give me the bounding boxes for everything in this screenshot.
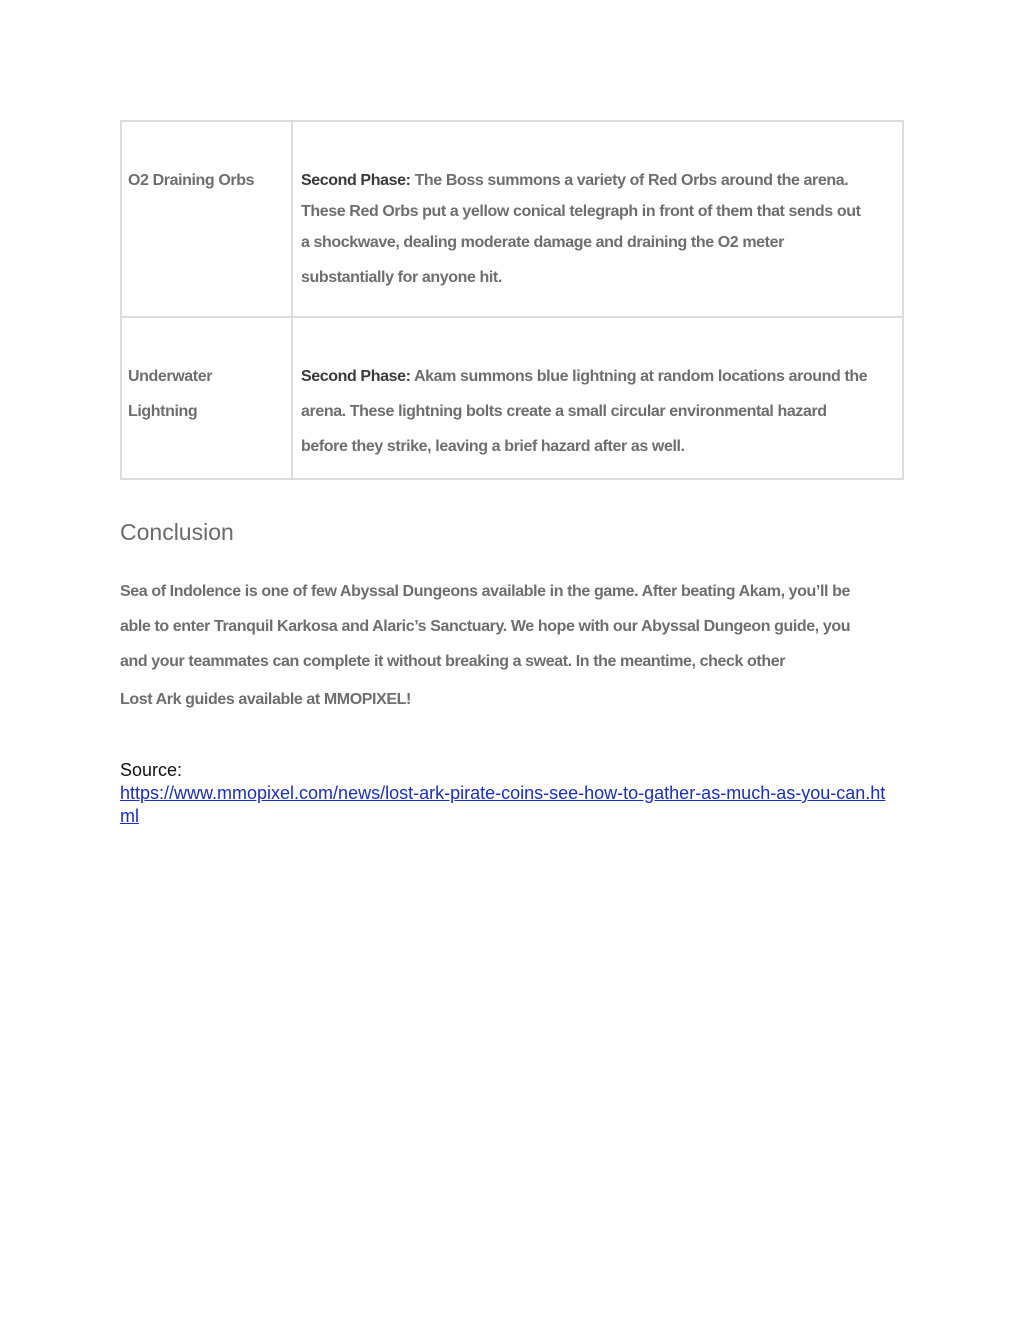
mechanic-name-line: Underwater — [128, 368, 213, 385]
paragraph-line: Sea of Indolence is one of few Abyssal Dungeons available in the game. After beating Akam, you’ll be — [120, 583, 850, 600]
mechanic-description: Second Phase: The Boss summons a variety of Red Orbs around the arena. These Red Orbs put a yellow conical telegraph in front of them that sends out a shockwave, dealing moderate damage and draining the O2 meter substantially for anyone hit. — [301, 170, 894, 295]
conclusion-heading: Conclusion — [120, 519, 234, 545]
phase-label: Second Phase — [301, 172, 406, 189]
description-line: arena. These lightning bolts create a small circular environmental hazard — [301, 403, 827, 420]
phase-label: Second Phase — [301, 368, 406, 385]
mechanic-name: O2 Draining Orbs — [128, 172, 255, 189]
description-line: The Boss summons a variety of Red Orbs around the arena. — [414, 172, 849, 189]
mechanic-description-cell — [292, 317, 903, 479]
boss-mechanics-table — [120, 120, 904, 480]
paragraph-line: and your teammates can complete it without breaking a sweat. In the meantime, check other — [120, 653, 786, 670]
paragraph-line: Lost Ark guides available at MMOPIXEL! — [120, 691, 411, 708]
description-line: substantially for anyone hit. — [301, 269, 502, 286]
conclusion-paragraph — [120, 578, 900, 721]
source-label: Source: — [120, 760, 183, 780]
mechanic-name-cell — [121, 317, 292, 479]
description-line: Akam summons blue lightning at random locations around the — [413, 368, 868, 385]
mechanic-description-cell — [292, 121, 903, 317]
mechanic-name — [128, 359, 285, 429]
description-line: before they strike, leaving a brief hazard after as well. — [301, 438, 685, 455]
table-row — [121, 317, 903, 479]
source-block — [120, 759, 900, 828]
table-row — [121, 121, 903, 317]
source-link[interactable]: https://www.mmopixel.com/news/lost-ark-pirate-coins-see-how-to-gather-as-much-as-you-can.html — [120, 783, 886, 826]
description-line: a shockwave, dealing moderate damage and draining the O2 meter — [301, 234, 784, 251]
mechanic-name-cell — [121, 121, 292, 317]
paragraph-line: able to enter Tranquil Karkosa and Alaric’s Sanctuary. We hope with our Abyssal Dungeon guide, you — [120, 618, 851, 635]
mechanic-description: Second Phase: Akam summons blue lightning at random locations around the arena. These lightning bolts create a small circular environmental hazard before they strike, leaving a brief hazard after as well. — [301, 359, 894, 464]
description-line: These Red Orbs put a yellow conical telegraph in front of them that sends out — [301, 203, 861, 220]
mechanic-name-line: Lightning — [128, 403, 198, 420]
